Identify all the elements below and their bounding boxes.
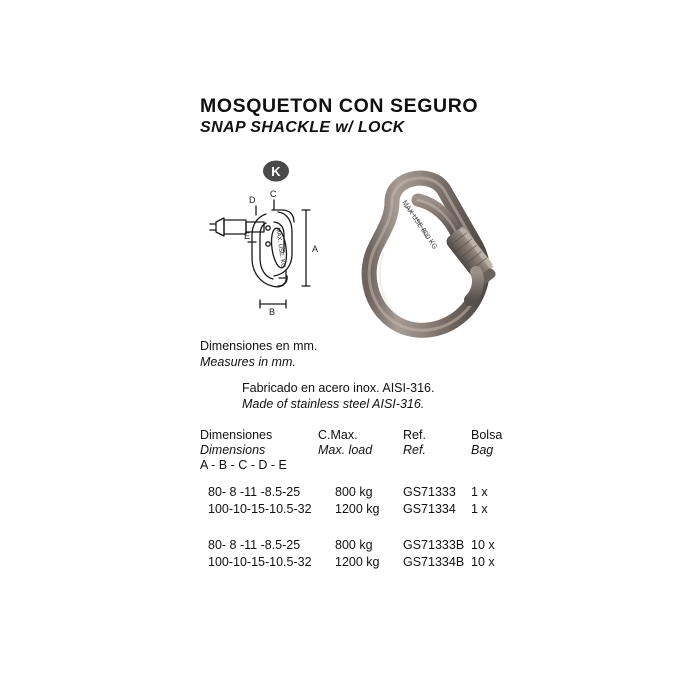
- table-header-row: [200, 428, 530, 473]
- header-load-es: C.Max.: [318, 428, 358, 442]
- header-load-en: Max. load: [318, 443, 373, 457]
- header-dimensions-en: Dimensions: [200, 443, 266, 457]
- cell-max-load: 800 kg: [335, 538, 373, 552]
- specification-table: [200, 428, 530, 571]
- drawing-engraving-label: MAX. USE. KG: [274, 227, 286, 269]
- cell-bag: 10 x: [471, 538, 495, 552]
- cell-bag: 10 x: [471, 555, 495, 569]
- cell-max-load: 1200 kg: [335, 555, 380, 569]
- cell-dimensions: 80- 8 -11 -8.5-25: [208, 538, 301, 552]
- cell-max-load: 1200 kg: [335, 502, 380, 516]
- drawing-label-c: C: [270, 189, 277, 199]
- table-row: [200, 501, 530, 518]
- header-ref-es: Ref.: [403, 428, 426, 442]
- page-title: MOSQUETON CON SEGURO: [200, 95, 479, 117]
- cell-reference: GS71334B: [403, 555, 465, 569]
- note-dimensions-en: Measures in mm.: [200, 355, 296, 369]
- note-material-es: Fabricado en acero inox. AISI-316.: [242, 381, 435, 395]
- cell-dimensions: 100-10-15-10.5-32: [208, 502, 312, 516]
- table-row: [200, 537, 530, 554]
- cell-bag: 1 x: [471, 485, 488, 499]
- title-block: [200, 95, 620, 138]
- note-dimensions-es: Dimensiones en mm.: [200, 339, 318, 353]
- brand-logo: [262, 157, 290, 185]
- cell-dimensions: 80- 8 -11 -8.5-25: [208, 485, 301, 499]
- cell-max-load: 800 kg: [335, 485, 373, 499]
- header-ref-en: Ref.: [403, 443, 426, 457]
- header-bag-es: Bolsa: [471, 428, 503, 442]
- table-row: [200, 484, 530, 501]
- header-dimensions-es: Dimensiones: [200, 428, 273, 442]
- drawing-label-d: D: [249, 195, 256, 205]
- dimension-notes: [200, 338, 500, 370]
- drawing-label-a: A: [312, 244, 319, 254]
- cell-reference: GS71334: [403, 502, 456, 516]
- technical-line-drawing: [186, 182, 336, 332]
- table-row: [200, 554, 530, 571]
- photo-engraving-label: MAX USE 800 KG: [400, 199, 439, 251]
- table-group-bulk: [200, 537, 530, 571]
- material-notes: [242, 380, 572, 412]
- header-max-load: [318, 428, 403, 473]
- table-group-single: [200, 484, 530, 518]
- header-reference: [403, 428, 471, 473]
- svg-text:K: K: [271, 164, 281, 179]
- note-material-en: Made of stainless steel AISI-316.: [242, 397, 425, 411]
- header-bag-en: Bag: [471, 443, 494, 457]
- cell-reference: GS71333: [403, 485, 456, 499]
- page-subtitle: SNAP SHACKLE w/ LOCK: [200, 119, 405, 136]
- cell-bag: 1 x: [471, 502, 488, 516]
- header-dimensions: [200, 428, 318, 473]
- drawing-label-b: B: [269, 307, 276, 317]
- drawing-label-e: E: [244, 231, 251, 241]
- cell-dimensions: 100-10-15-10.5-32: [208, 555, 312, 569]
- header-dimensions-sub: A - B - C - D - E: [200, 458, 287, 472]
- header-bag: [471, 428, 526, 473]
- cell-reference: GS71333B: [403, 538, 465, 552]
